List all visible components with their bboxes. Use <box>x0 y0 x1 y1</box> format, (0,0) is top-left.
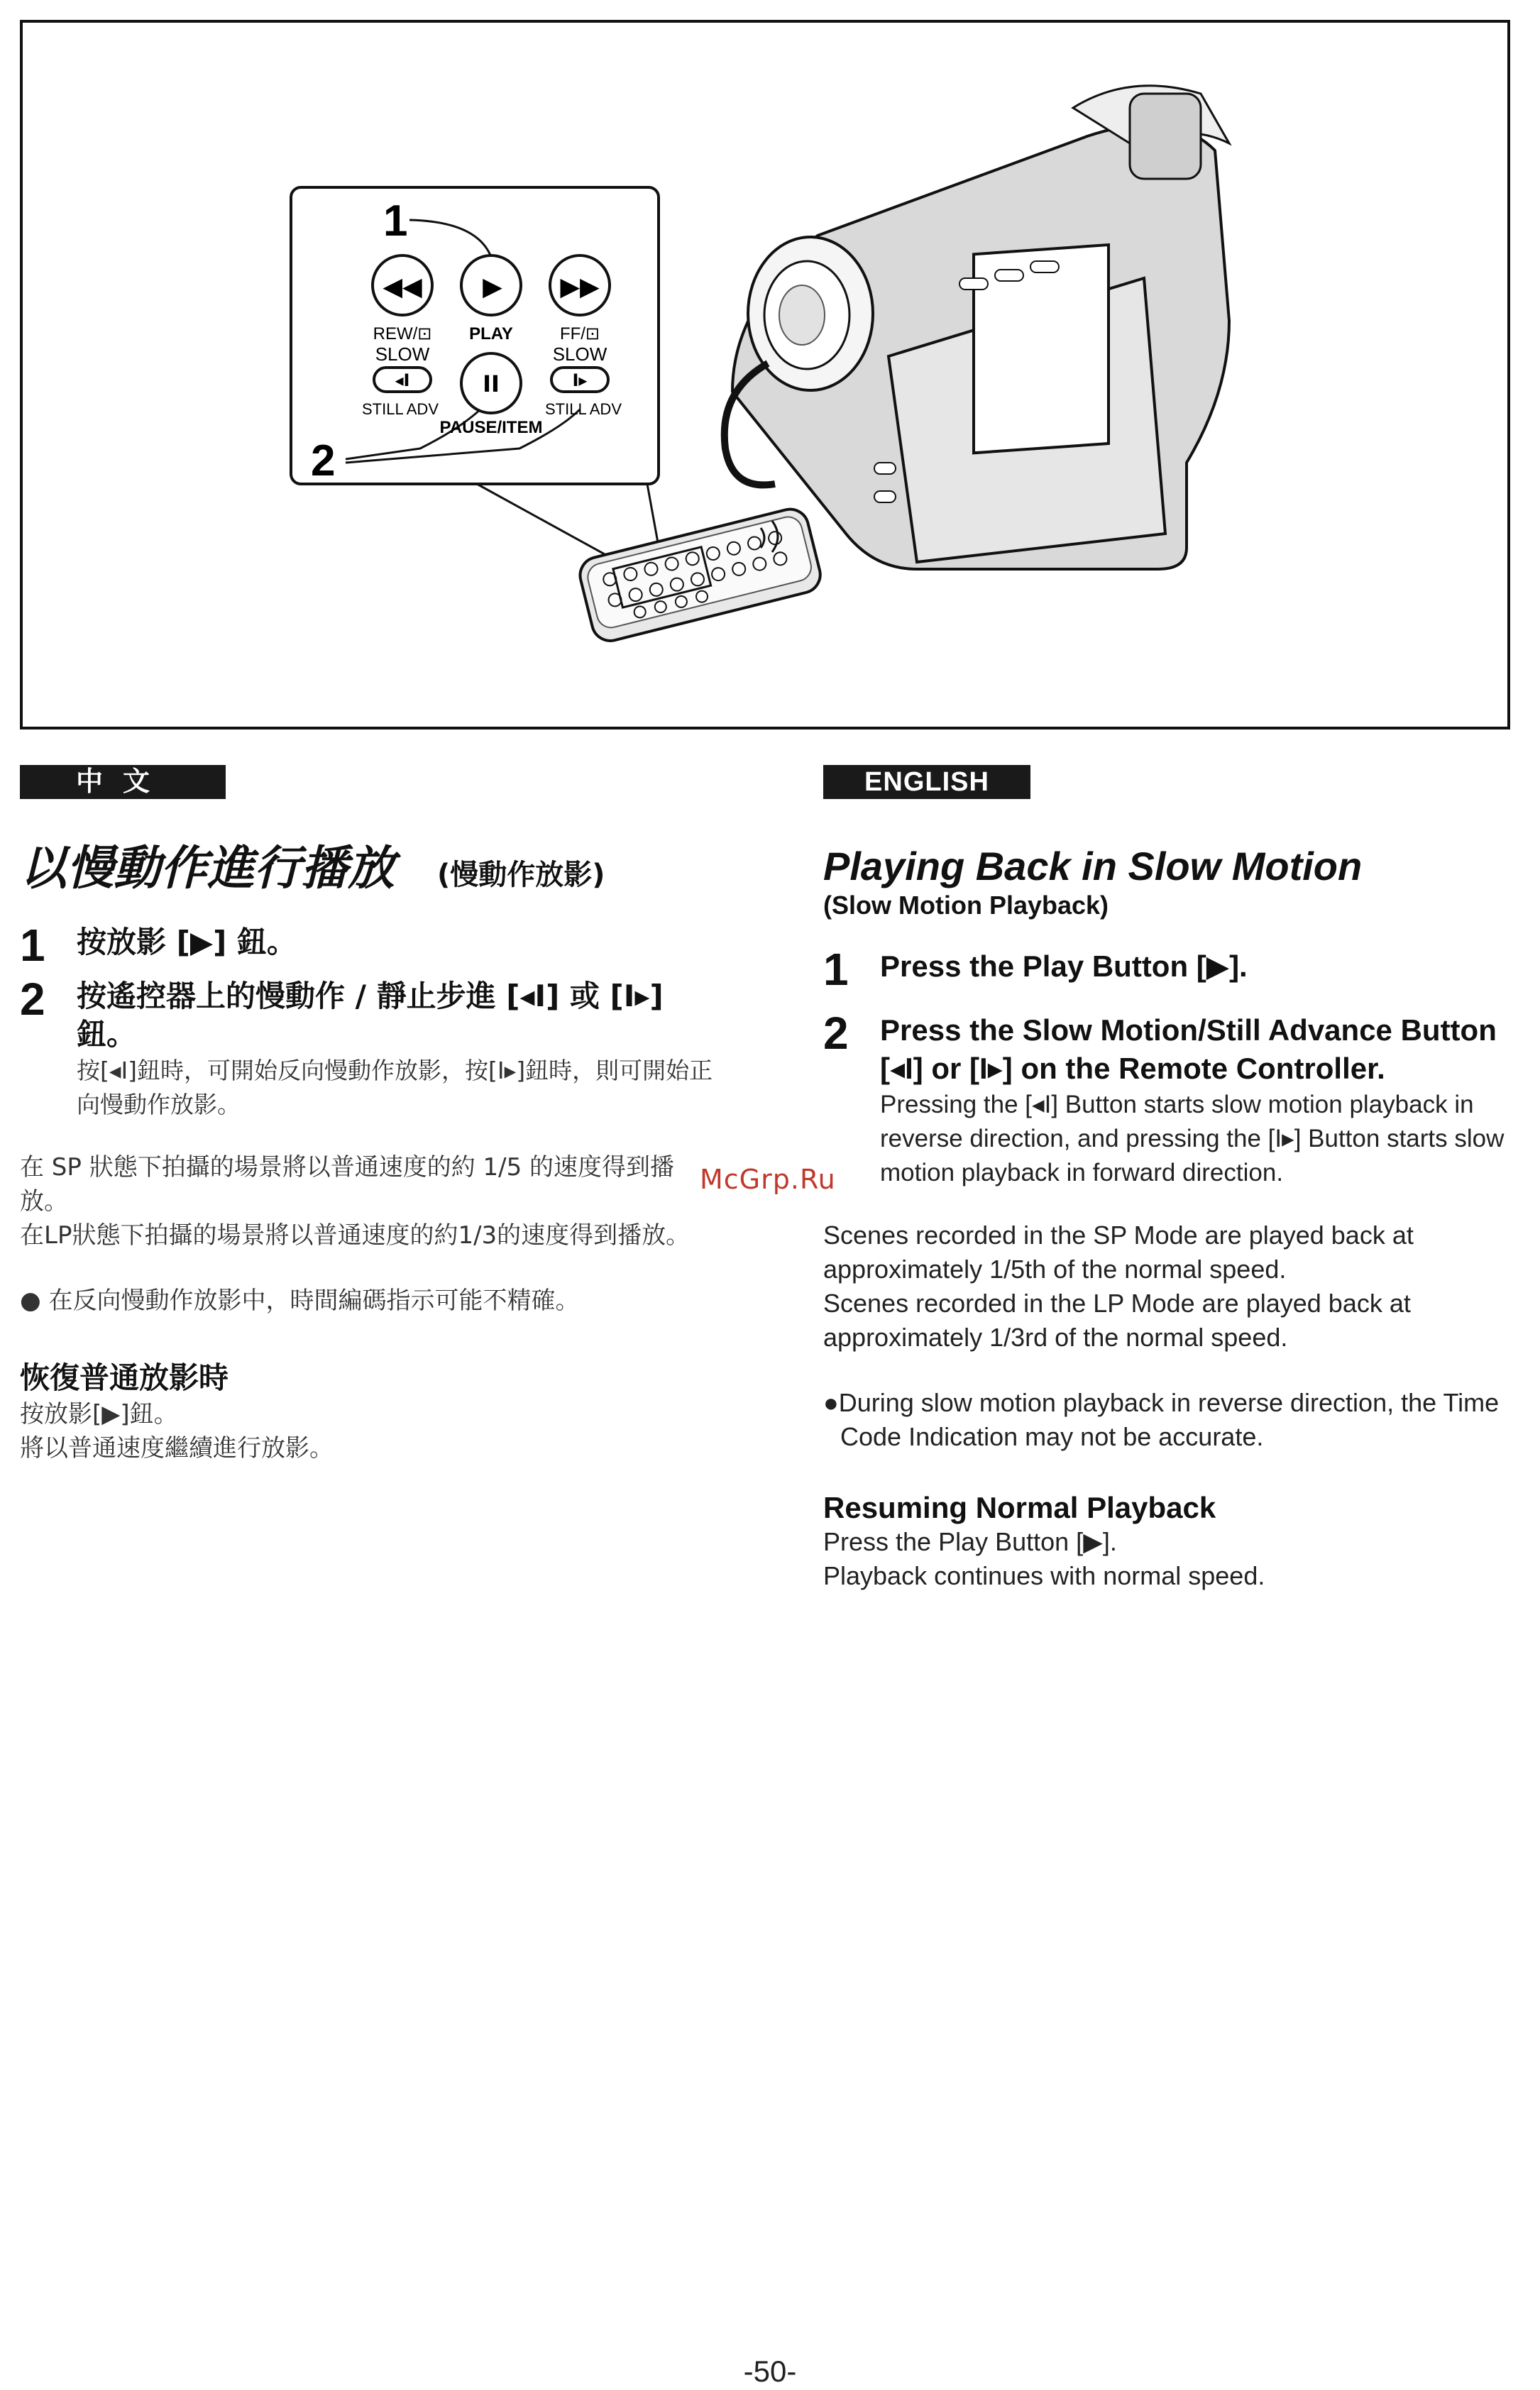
zh-title-text: 以慢動作進行播放 <box>20 841 395 896</box>
pause-label: PAUSE/ITEM <box>439 418 543 437</box>
zh-resume-line-2: 將以普通速度繼續進行放影。 <box>20 1434 334 1463</box>
rew-label: REW/⊡ <box>373 324 432 343</box>
en-resume-line-1: Press the Play Button [▶]. <box>823 1527 1117 1556</box>
slow-forward-icon: I▸ <box>572 370 588 390</box>
en-step-2 <box>823 1008 1519 1190</box>
en-lp-mode-note: Scenes recorded in the LP Mode are played back at approximately 1/3rd of the normal speed. <box>823 1289 1411 1352</box>
play-label: PLAY <box>469 324 513 343</box>
en-step-1-heading: Press the Play Button [▶]. <box>880 949 1248 983</box>
chinese-section-label: 中文 <box>20 765 226 799</box>
remote-camcorder-illustration <box>23 23 1507 727</box>
remote-controller-drawing <box>576 505 824 644</box>
zh-subtitle: (慢動作放影) <box>437 859 605 891</box>
zh-step-2-number: 2 <box>20 974 45 1025</box>
page-number: -50- <box>743 2355 797 2388</box>
fast-forward-icon: ▶▶ <box>560 272 600 302</box>
zh-lp-mode-note: 在LP狀態下拍攝的場景將以普通速度的約1/3的速度得到播放。 <box>20 1221 691 1250</box>
zh-time-code-note: ● 在反向慢動作放影中，時間編碼指示可能不精確。 <box>20 1287 580 1315</box>
watermark: McGrp.Ru <box>700 1164 836 1195</box>
en-step-1 <box>823 944 1519 995</box>
zh-resume-heading: 恢復普通放影時 <box>20 1360 229 1395</box>
en-step-1-number: 1 <box>823 944 849 995</box>
en-resume-heading: Resuming Normal Playback <box>823 1491 1216 1524</box>
zh-step-2 <box>20 974 715 1122</box>
slow-label-right: SLOW <box>552 343 607 365</box>
camcorder-drawing <box>725 86 1229 569</box>
slow-reverse-icon: ◂I <box>395 370 410 390</box>
zh-sp-mode-note: 在 SP 狀態下拍攝的場景將以普通速度的約 1/5 的速度得到播放。 <box>20 1153 675 1216</box>
still-adv-label-right: STILL ADV <box>544 400 622 418</box>
illustration-frame <box>20 20 1510 729</box>
callout-1: 1 <box>383 197 408 246</box>
zh-step-1-heading: 按放影 [▶] 鈕。 <box>77 925 297 959</box>
english-section-label: ENGLISH <box>823 765 1030 799</box>
zh-title <box>20 830 715 898</box>
still-adv-label-left: STILL ADV <box>361 400 439 418</box>
callout-2: 2 <box>311 436 336 485</box>
play-icon: ▶ <box>483 272 502 302</box>
en-title: Playing Back in Slow Motion <box>823 844 1363 888</box>
zh-step-2-body: 按[◂I]鈕時，可開始反向慢動作放影，按[I▸]鈕時，則可開始正向慢動作放影。 <box>77 1057 713 1118</box>
pause-icon: II <box>483 370 500 397</box>
slow-label-left: SLOW <box>375 343 430 365</box>
english-column <box>823 823 1519 1593</box>
zh-resume-line-1: 按放影[▶]鈕。 <box>20 1400 178 1428</box>
chinese-column <box>20 823 715 1465</box>
en-time-code-note: ●During slow motion playback in reverse direction, the Time Code Indication may not be accurate. <box>823 1388 1500 1451</box>
en-resume-line-2: Playback continues with normal speed. <box>823 1561 1265 1590</box>
en-step-2-heading: Press the Slow Motion/Still Advance Button [◂I] or [I▸] on the Remote Controller. <box>880 1013 1497 1085</box>
en-step-2-body: Pressing the [◂I] Button starts slow motion playback in reverse direction, and pressing the [I▸] Button starts slow motion playback in forward direction. <box>880 1091 1505 1186</box>
en-step-2-number: 2 <box>823 1008 849 1059</box>
zh-step-1-number: 1 <box>20 920 45 971</box>
en-subtitle: (Slow Motion Playback) <box>823 891 1109 920</box>
rewind-icon: ◀◀ <box>383 272 422 302</box>
en-sp-mode-note: Scenes recorded in the SP Mode are played back at approximately 1/5th of the normal speed. <box>823 1221 1414 1284</box>
zh-step-1 <box>20 920 715 971</box>
zh-step-2-heading: 按遙控器上的慢動作 / 靜止步進 [◂I] 或 [I▸] 鈕。 <box>77 979 664 1052</box>
ff-label: FF/⊡ <box>559 324 600 343</box>
